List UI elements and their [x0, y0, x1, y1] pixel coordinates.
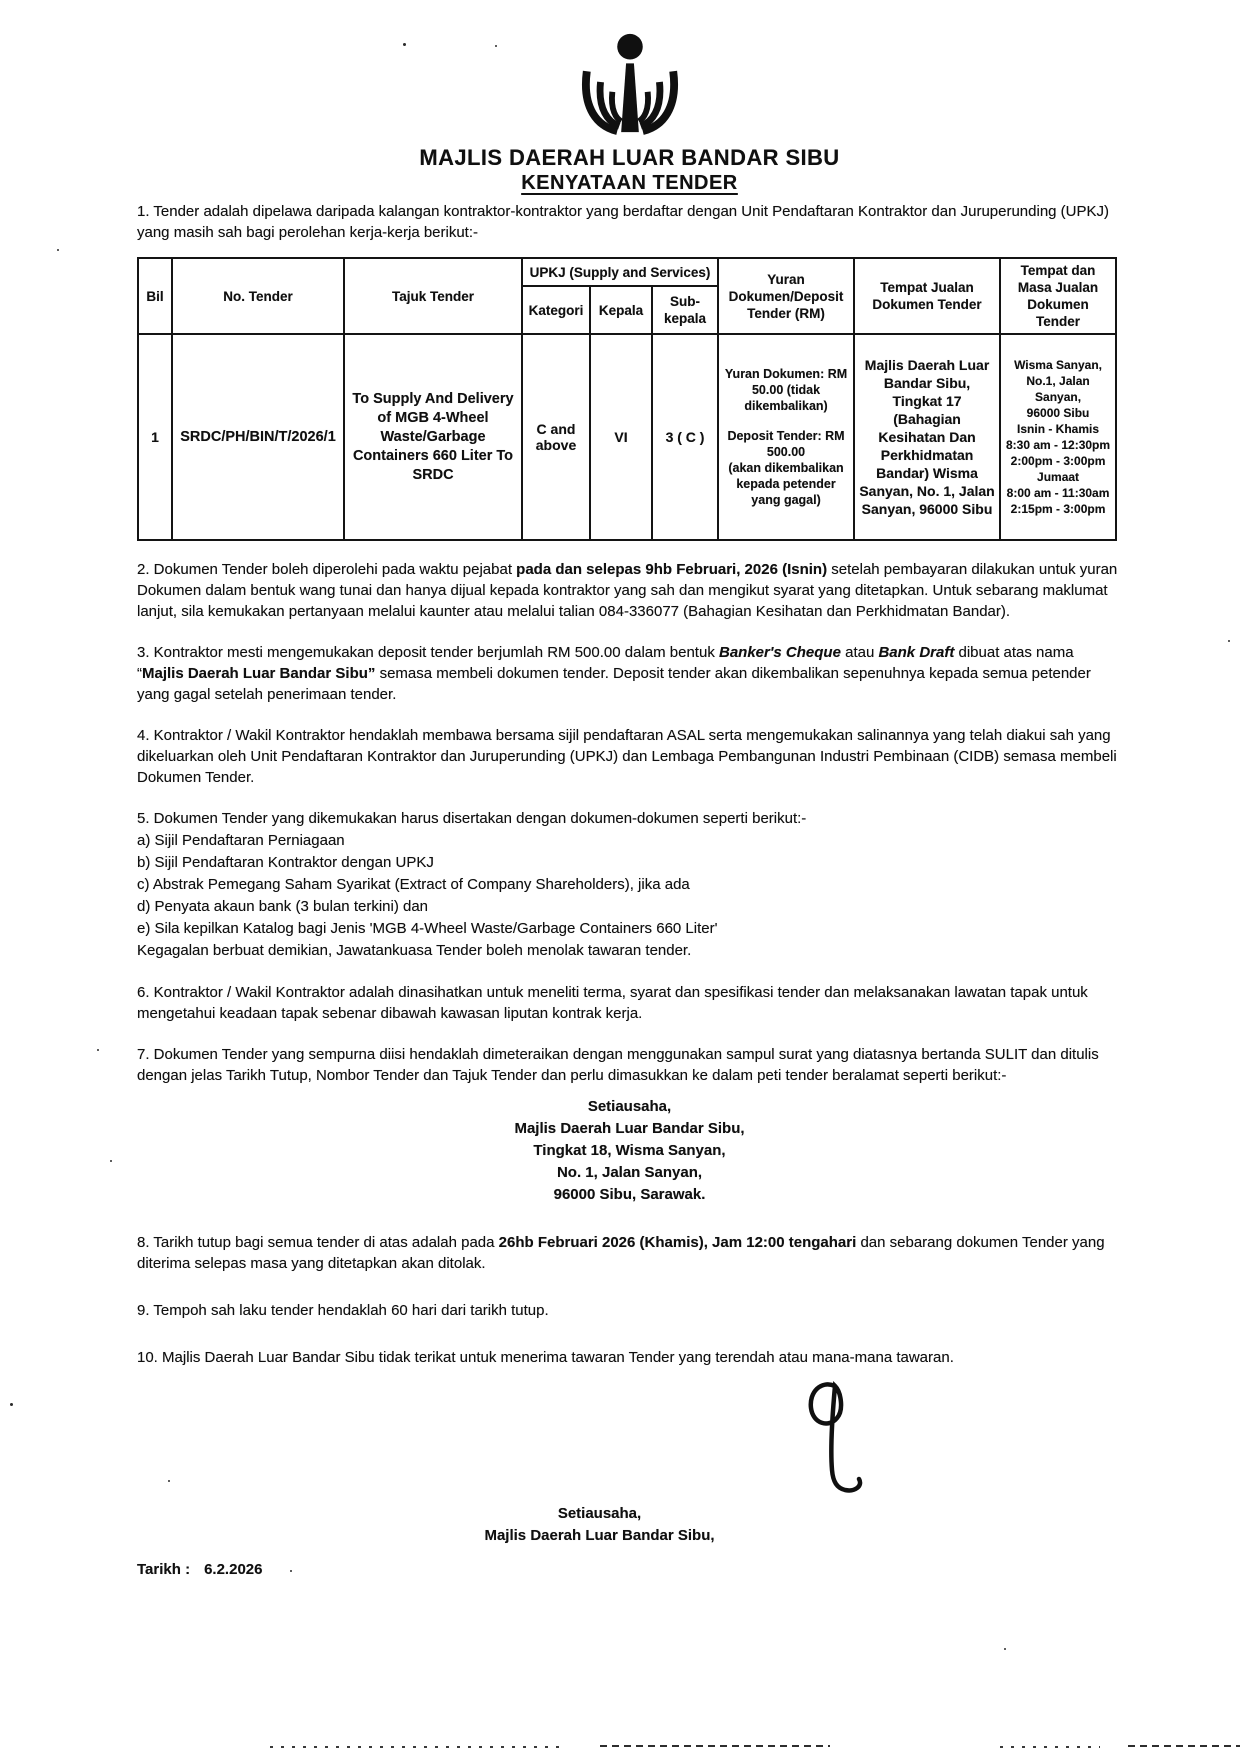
paragraph-4: 4. Kontraktor / Wakil Kontraktor hendaklah membawa bersama sijil pendaftaran ASAL serta mengemukakan salinannya yang telah diakui sah yang dikeluarkan oleh Unit Pendaftaran Kontraktor dan Juruperunding (UPKJ) dan Lembaga Pembangunan Industri Pembinaan (CIDB) semasa membeli Dokumen Tender. [137, 727, 1117, 786]
col-header-tempat-jualan: Tempat Jualan Dokumen Tender [854, 258, 1000, 334]
address-line: Majlis Daerah Luar Bandar Sibu, [514, 1120, 745, 1137]
cell-tempat-jualan: Majlis Daerah Luar Bandar Sibu, Tingkat 17 (Bahagian Kesihatan Dan Perkhidmatan Bandar) Wisma Sanyan, No. 1, Jalan Sanyan, 96000 Sibu [854, 334, 1000, 540]
masa-line: No.1, Jalan Sanyan, [1026, 374, 1090, 404]
address-line: Setiausaha, [587, 1098, 672, 1115]
document-content [137, 30, 1122, 1578]
cell-sub-kepala: 3 ( C ) [652, 334, 718, 540]
col-header-yuran: Yuran Dokumen/Deposit Tender (RM) [718, 258, 854, 334]
col-header-no-tender: No. Tender [172, 258, 344, 334]
cell-tajuk-tender: To Supply And Delivery of MGB 4-Wheel Waste/Garbage Containers 660 Liter To SRDC [344, 334, 522, 540]
paragraph-8: 8. Tarikh tutup bagi semua tender di atas adalah pada 26hb Februari 2026 (Khamis), Jam 12:00 tengahari dan sebarang dokumen Tender yang diterima selepas masa yang ditetapkan akan ditolak. [137, 1234, 1105, 1272]
tender-box-address [137, 1096, 1122, 1206]
signatory-org: Majlis Daerah Luar Bandar Sibu, [484, 1527, 715, 1544]
cell-bil: 1 [138, 334, 172, 540]
logo-wrap [137, 30, 1122, 143]
tender-table [137, 257, 1117, 541]
masa-line: 8:30 am - 12:30pm [1006, 438, 1111, 452]
paragraph-5-closing: Kegagalan berbuat demikian, Jawatankuasa Tender boleh menolak tawaran tender. [137, 942, 692, 959]
paragraph-3: 3. Kontraktor mesti mengemukakan deposit tender berjumlah RM 500.00 dalam bentuk Banker's Cheque atau Bank Draft dibuat atas nama “Majlis Daerah Luar Bandar Sibu” semasa membeli dokumen tender. Deposit tender akan dikembalikan sepenuhnya kepada semua petender yang gagal setelah penerimaan tender. [137, 644, 1091, 703]
col-header-tajuk-tender: Tajuk Tender [344, 258, 522, 334]
signature-area [137, 1376, 1122, 1547]
deposit-tender-text: Deposit Tender: RM 500.00 [727, 429, 845, 459]
col-header-kategori: Kategori [522, 286, 590, 334]
date-label: Tarikh : [137, 1561, 191, 1578]
handwritten-signature-icon [787, 1376, 873, 1503]
paragraph-2: 2. Dokumen Tender boleh diperolehi pada waktu pejabat pada dan selepas 9hb Februari, 2026 (Isnin) setelah pembayaran dilakukan untuk yuran Dokumen dalam bentuk wang tunai dan hanya dijual kepada kontraktor yang sah dan mengikut syarat yang ditetapkan. Untuk sebarang maklumat lanjut, sila kemukakan pertanyaan melalui kaunter atau melalui talian 084-336077 (Bahagian Kesihatan dan Perkhidmatan Bandar). [137, 561, 1118, 620]
masa-line: Isnin - Khamis [1017, 422, 1100, 436]
list-item-e: e) Sila kepilkan Katalog bagi Jenis 'MGB 4-Wheel Waste/Garbage Containers 660 Liter' [137, 920, 718, 937]
paragraph-10: 10. Majlis Daerah Luar Bandar Sibu tidak terikat untuk menerima tawaran Tender yang terendah atau mana-mana tawaran. [137, 1349, 954, 1366]
col-header-upkj-group: UPKJ (Supply and Services) [522, 258, 718, 286]
document-header [137, 30, 1122, 195]
date-value: 6.2.2026 [204, 1561, 263, 1578]
list-item-d: d) Penyata akaun bank (3 bulan terkini) dan [137, 898, 429, 915]
masa-line: 2:15pm - 3:00pm [1010, 502, 1106, 516]
paragraph-1: 1. Tender adalah dipelawa daripada kalangan kontraktor-kontraktor yang berdaftar dengan Unit Pendaftaran Kontraktor dan Juruperunding (UPKJ) yang masih sah bagi perolehan kerja-kerja berikut:- [137, 203, 1110, 241]
tender-table-head [138, 258, 1116, 334]
doc-title: KENYATAAN TENDER [521, 172, 738, 194]
council-crest-logo-icon [571, 30, 689, 143]
col-header-tempat-masa: Tempat dan Masa Jualan Dokumen Tender [1000, 258, 1116, 334]
cell-kepala: VI [590, 334, 652, 540]
masa-line: 96000 Sibu [1026, 406, 1090, 420]
paragraph-6: 6. Kontraktor / Wakil Kontraktor adalah dinasihatkan untuk meneliti terma, syarat dan spesifikasi tender dan melaksanakan lawatan tapak untuk mengetahui keadaan tapak sebenar dibawah kawasan liputan kontrak kerja. [137, 984, 1088, 1022]
signatory-title: Setiausaha, [557, 1505, 642, 1522]
masa-line: Jumaat [1037, 470, 1080, 484]
masa-line: 8:00 am - 11:30am [1006, 486, 1110, 500]
cell-no-tender: SRDC/PH/BIN/T/2026/1 [172, 334, 344, 540]
address-line: Tingkat 18, Wisma Sanyan, [533, 1142, 726, 1159]
cell-yuran [718, 334, 854, 540]
list-item-b: b) Sijil Pendaftaran Kontraktor dengan UPKJ [137, 854, 434, 871]
paragraph-5-intro: 5. Dokumen Tender yang dikemukakan harus disertakan dengan dokumen-dokumen seperti berikut:- [137, 810, 807, 827]
table-row [138, 334, 1116, 540]
signatory-block [77, 1503, 1122, 1547]
masa-line: Wisma Sanyan, [1014, 358, 1102, 372]
masa-line: 2:00pm - 3:00pm [1010, 454, 1106, 468]
date-line [137, 1561, 1122, 1578]
col-header-bil: Bil [138, 258, 172, 334]
col-header-kepala: Kepala [590, 286, 652, 334]
address-line: 96000 Sibu, Sarawak. [553, 1186, 706, 1203]
yuran-dokumen-text: Yuran Dokumen: RM 50.00 (tidak dikembalikan) [724, 367, 848, 413]
cell-kategori: C and above [522, 334, 590, 540]
paragraph-5 [137, 808, 1122, 962]
list-item-a: a) Sijil Pendaftaran Perniagaan [137, 832, 345, 849]
address-line: No. 1, Jalan Sanyan, [556, 1164, 703, 1181]
paragraph-9: 9. Tempoh sah laku tender hendaklah 60 hari dari tarikh tutup. [137, 1302, 549, 1319]
org-name: MAJLIS DAERAH LUAR BANDAR SIBU [419, 145, 840, 170]
deposit-note-text: (akan dikembalikan kepada petender yang gagal) [728, 461, 844, 507]
col-header-sub-kepala: Sub-kepala [652, 286, 718, 334]
cell-tempat-masa [1000, 334, 1116, 540]
paragraph-7: 7. Dokumen Tender yang sempurna diisi hendaklah dimeteraikan dengan menggunakan sampul surat yang diatasnya bertanda SULIT dan ditulis dengan jelas Tarikh Tutup, Nombor Tender dan Tajuk Tender dan perlu dimasukkan ke dalam peti tender beralamat seperti berikut:- [137, 1046, 1099, 1084]
list-item-c: c) Abstrak Pemegang Saham Syarikat (Extract of Company Shareholders), jika ada [137, 876, 690, 893]
